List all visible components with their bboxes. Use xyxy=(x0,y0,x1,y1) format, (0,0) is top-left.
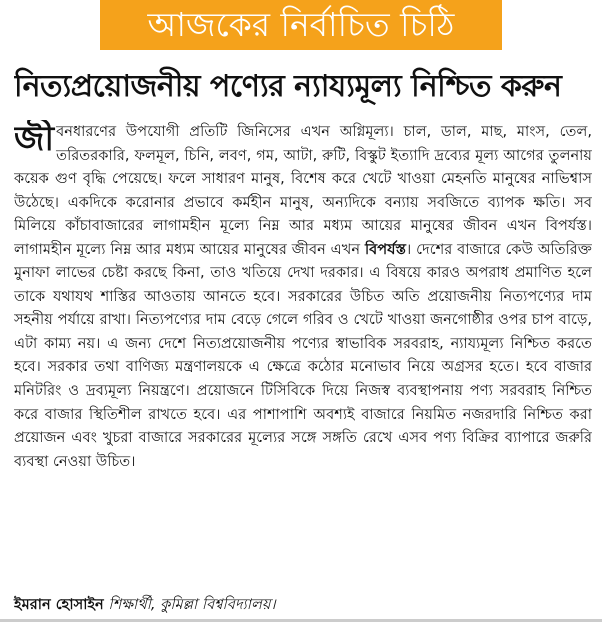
letter-signature xyxy=(14,594,592,616)
drop-cap: জী xyxy=(14,120,55,159)
article-text-part-2: । দেশের বাজারে কেউ অতিরিক্ত মুনাফা লাভের চেষ্টা করছে কিনা, তাও খতিয়ে দেখা দরকার। এ বিষয়ে কারও অপরাধ প্রমাণিত হলে তাকে যথাযথ শাস্তির আওতায় আনতে হবে। সরকারের উচিত অতি প্রয়োজনীয় নিত্যপণ্যের দাম সহনীয় পর্যায়ে রাখা। নিত্যপণ্যের দাম বেড়ে গেলে গরিব ও খেটে খাওয়া জনগোষ্ঠীর ওপর চাপ বাড়ে, এটা কাম্য নয়। এ জন্য দেশে নিত্যপ্রয়োজনীয় পণ্যের স্বাভাবিক সরবরাহ, ন্যায্যমূল্য নিশ্চিত করতে হবে। সরকার তথা বাণিজ্য মন্ত্রণালয়কে এ ক্ষেত্রে কঠোর মনোভাব নিয়ে অগ্রসর হতে। হবে বাজার মনিটরিং ও দ্রব্যমূল্য নিয়ন্ত্রণে। প্রয়োজনে টিসিবিকে দিয়ে নিজস্ব ব্যবস্থাপনায় পণ্য সরবরাহ নিশ্চিত করে বাজার স্থিতিশীল রাখতে হবে। এর পাশাপাশি অবশ্যই বাজারে নিয়মিত নজরদারি নিশ্চিত করা প্রয়োজন এবং খুচরা বাজারে সরকারের মূল্যের সঙ্গে সঙ্গতি রেখে এসব পণ্য বিক্রির ব্যাপারে জরুরি ব্যবস্থা নেওয়া উচিত। xyxy=(14,240,592,470)
article-emphasis: বিপর্যস্ত xyxy=(364,240,407,258)
article-headline: নিত্যপ্রয়োজনীয় পণ্যের ন্যায্যমূল্য নিশ্চিত করুন xyxy=(14,69,562,104)
section-banner-title: আজকের নির্বাচিত চিঠি xyxy=(147,5,455,44)
section-banner xyxy=(100,0,502,50)
article-body xyxy=(14,120,592,473)
author-role: শিক্ষার্থী, কুমিল্লা বিশ্ববিদ্যালয়। xyxy=(108,596,276,613)
article-text-part-1: বনধারণের উপযোগী প্রতিটি জিনিসের এখন অগ্নিমূল্য। চাল, ডাল, মাছ, মাংস, তেল, তরিতরকারি, ফলমূল, চিনি, লবণ, গম, আটা, রুটি, বিস্কুট ইত্যাদি দ্রব্যের মূল্য আগের তুলনায় কয়েক গুণ বৃদ্ধি পেয়েছে। ফলে সাধারণ মানুষ, বিশেষ করে খেটে খাওয়া মেহনতি মানুষের নাভিশ্বাস উঠেছে। একদিকে করোনার প্রভাবে কর্মহীন মানুষ, অন্যদিকে বন্যায় সবজিতে ব্যাপক ক্ষতি। সব মিলিয়ে কাঁচাবাজারের লাগামহীন মূল্যে নিম্ন আর মধ্যম আয়ের মানুষের জীবন এখন বিপর্যস্ত। লাগামহীন মূল্যে নিম্ন আর মধ্যম আয়ের মানুষের জীবন এখন xyxy=(14,123,592,258)
author-name: ইমরান হোসাইন xyxy=(14,596,104,613)
